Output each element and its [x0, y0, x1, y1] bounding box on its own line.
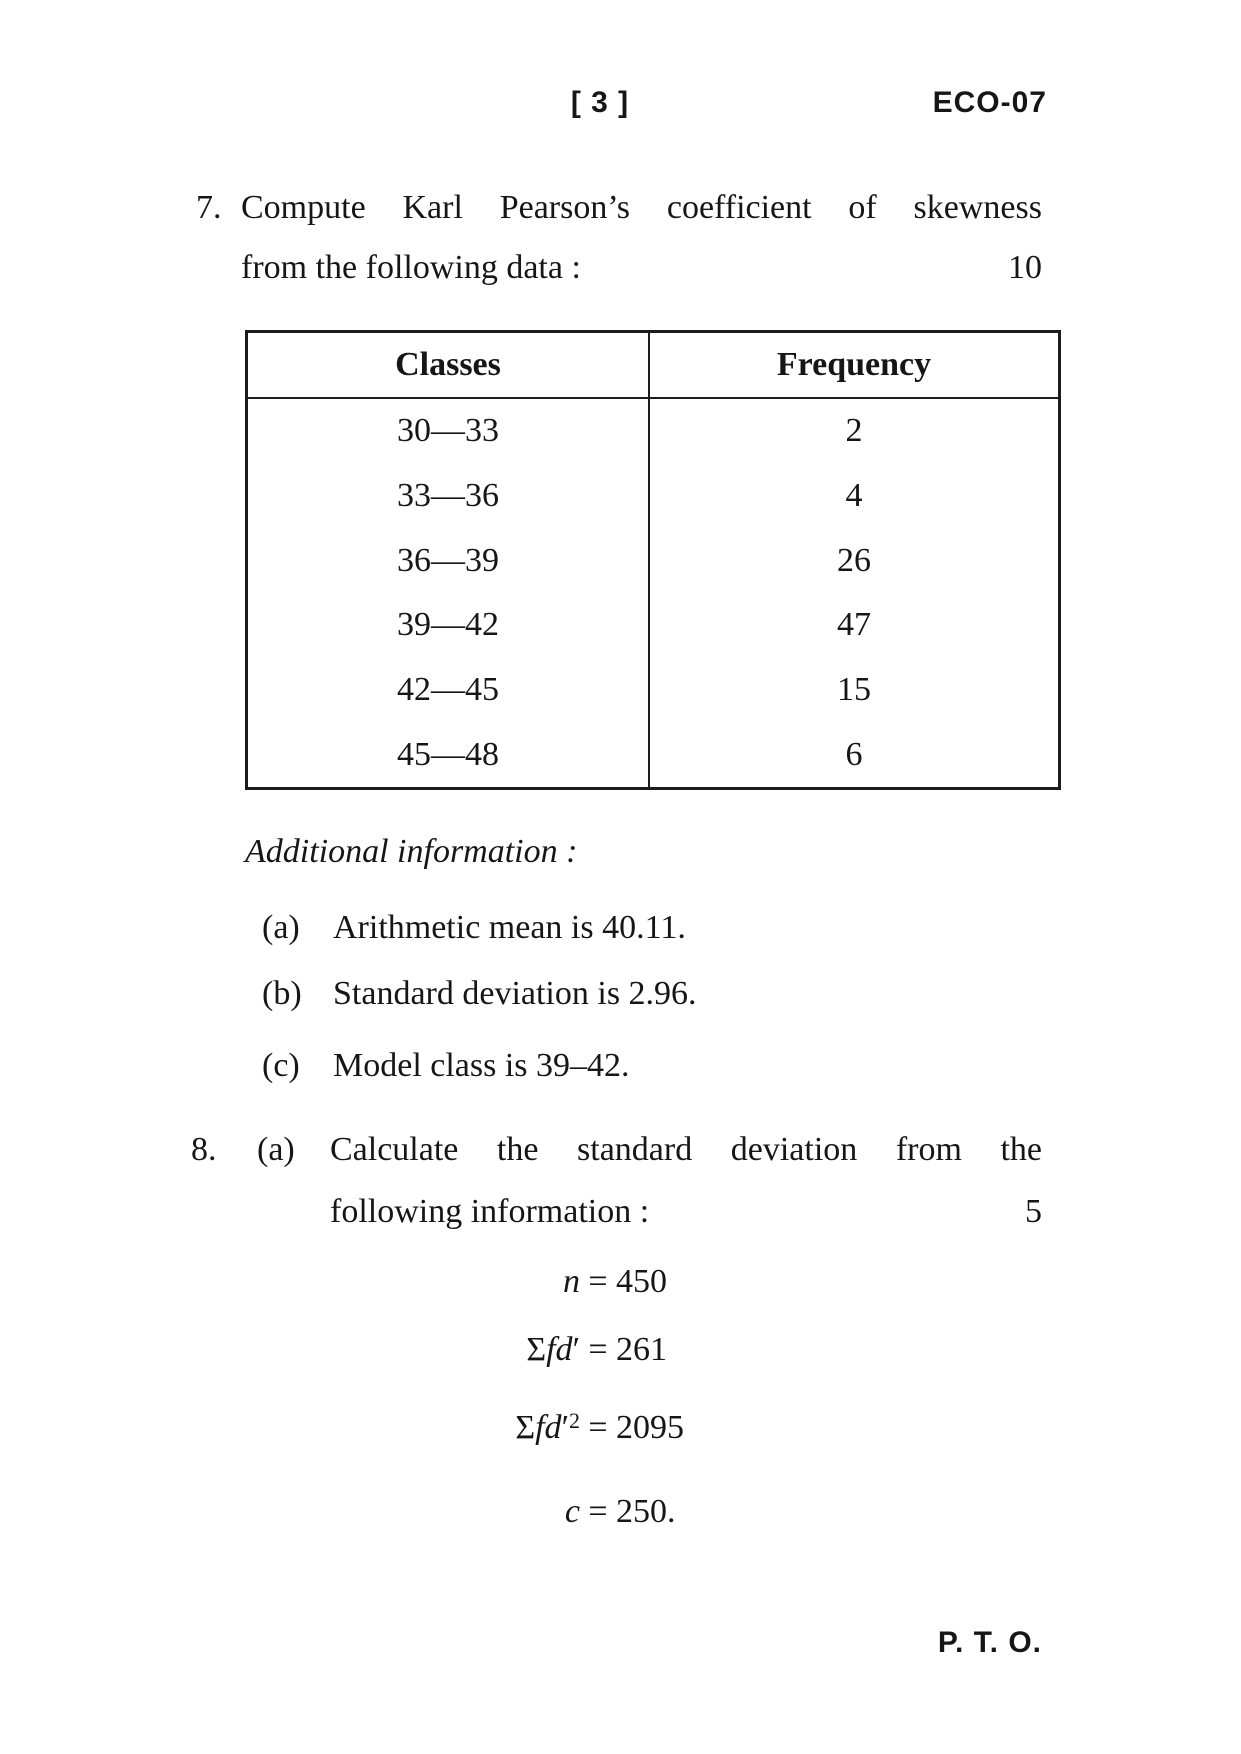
question-7-marks: 10 [1008, 249, 1042, 286]
sub-item-a [196, 906, 1042, 950]
sub-item-a-text: Arithmetic mean is 40.11. [333, 909, 686, 946]
equation-sum-fd-rhs: 261 [616, 1331, 667, 1368]
column-header-classes: Classes [395, 346, 501, 383]
sub-item-c [196, 1044, 1042, 1088]
equals-sign: = [588, 1331, 608, 1368]
table-row [248, 658, 1058, 723]
question-8-text-line-1: Calculate the standard deviation from the [330, 1131, 1042, 1168]
prime-symbol: ′ [561, 1409, 569, 1446]
frequency-table [245, 330, 1061, 790]
page-number: [ 3 ] [570, 86, 630, 119]
variable-fd: fd [546, 1331, 573, 1368]
sub-item-a-label: (a) [262, 909, 300, 946]
equals-sign: = [588, 1409, 608, 1446]
classes-cell: 30—33 [397, 412, 499, 450]
question-8-line-1 [191, 1128, 1042, 1172]
additional-information-heading: Additional information : [245, 833, 578, 870]
question-7-line-1 [196, 186, 1042, 230]
equation-sum-fd-squared-lhs [196, 1406, 580, 1454]
question-8-marks: 5 [1025, 1193, 1042, 1230]
table-row [248, 593, 1058, 658]
prime-symbol: ′ [572, 1331, 580, 1368]
classes-cell: 33—36 [397, 476, 499, 514]
classes-cell: 45—48 [397, 735, 499, 773]
frequency-cell: 15 [648, 658, 1058, 723]
sub-item-b-text: Standard deviation is 2.96. [333, 975, 697, 1012]
table-row [248, 399, 1058, 464]
frequency-cell: 26 [648, 528, 1058, 593]
equation-sum-fd-squared-rhs: 2095 [616, 1409, 684, 1446]
frequency-table-header-row [248, 333, 1058, 399]
question-8-text-line-2: following information : [330, 1193, 650, 1230]
equation-c-lhs: c [564, 1493, 580, 1530]
sub-item-b-label: (b) [262, 975, 302, 1012]
equation-c-rhs: 250. [616, 1493, 676, 1530]
question-7-number: 7. [196, 189, 222, 226]
equals-sign: = [588, 1493, 608, 1530]
equals-sign: = [588, 1263, 608, 1300]
question-7-text-line-2: from the following data : [241, 249, 581, 286]
frequency-cell: 6 [648, 722, 1058, 787]
frequency-table-body [248, 399, 1058, 787]
sub-item-c-label: (c) [262, 1047, 300, 1084]
equation-n [196, 1260, 1042, 1308]
column-header-frequency: Frequency [648, 333, 1058, 397]
table-row [248, 464, 1058, 529]
frequency-cell: 47 [648, 593, 1058, 658]
sigma-symbol: Σ [526, 1331, 547, 1368]
question-8-number: 8. [191, 1131, 217, 1168]
table-row [248, 722, 1058, 787]
classes-cell: 42—45 [397, 670, 499, 708]
frequency-cell: 2 [648, 399, 1058, 464]
equation-n-lhs: n [563, 1263, 580, 1300]
sigma-symbol: Σ [515, 1409, 536, 1446]
question-8-line-2 [191, 1190, 1042, 1234]
sub-item-c-text: Model class is 39–42. [333, 1047, 630, 1084]
variable-fd: fd [535, 1409, 562, 1446]
sub-item-b [196, 972, 1042, 1016]
equation-sum-fd-squared [196, 1406, 1042, 1454]
superscript-2: 2 [569, 1408, 580, 1433]
question-7-line-2 [196, 246, 1042, 290]
classes-cell: 39—42 [397, 606, 499, 644]
equation-c [196, 1490, 1042, 1538]
frequency-cell: 4 [648, 464, 1058, 529]
equation-sum-fd [196, 1328, 1042, 1376]
equation-n-rhs: 450 [616, 1263, 667, 1300]
pto-footer: P. T. O. [937, 1626, 1042, 1659]
question-7-text-line-1: Compute Karl Pearson’s coefficient of skewness [241, 189, 1042, 226]
classes-cell: 36—39 [397, 541, 499, 579]
question-8-part-label: (a) [257, 1131, 295, 1168]
equation-sum-fd-lhs [196, 1328, 580, 1376]
paper-code: ECO-07 [932, 86, 1047, 119]
table-row [248, 528, 1058, 593]
